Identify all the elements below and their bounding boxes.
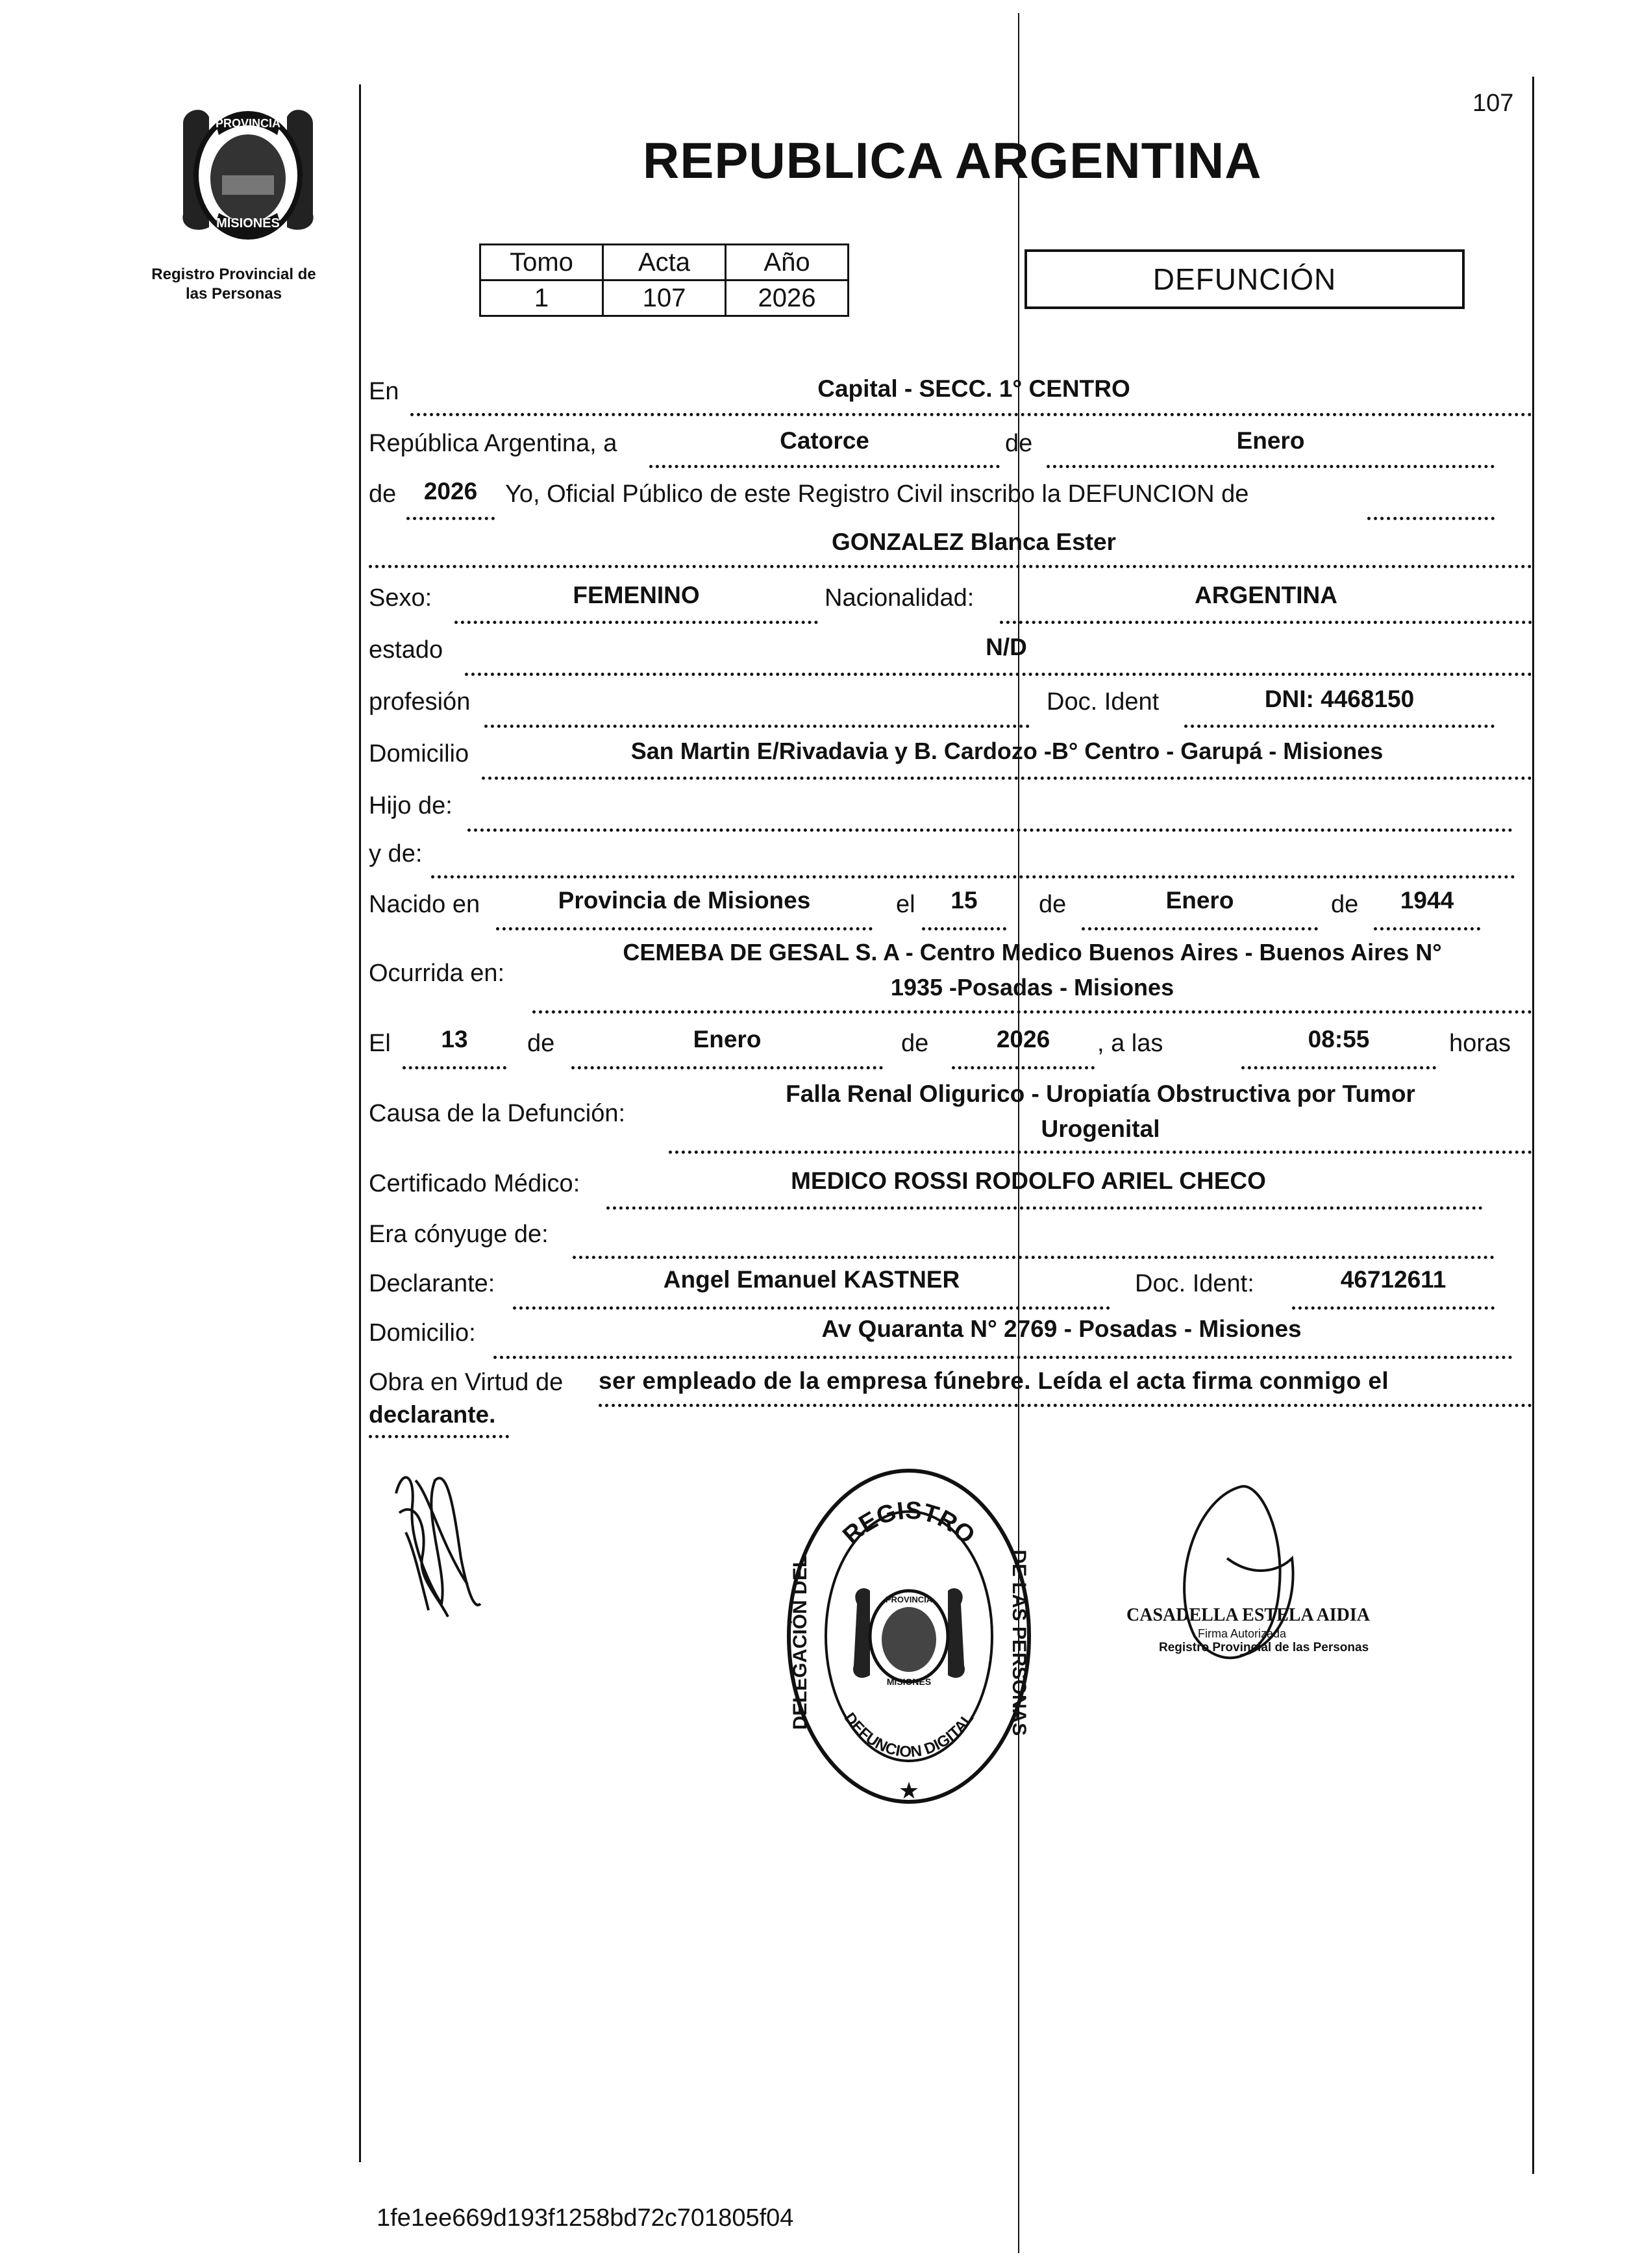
label-nacido-en: Nacido en — [369, 891, 480, 918]
label-yo: Yo, Oficial Público de este Registro Civil inscribo la DEFUNCION de — [505, 480, 1249, 508]
value-causa-1: Falla Renal Oligurico - Uropiatía Obstructiva por Tumor — [786, 1080, 1415, 1107]
svg-text:MISIONES: MISIONES — [886, 1676, 932, 1687]
anio-value: 2026 — [726, 280, 849, 316]
anio-header: Año — [726, 245, 849, 280]
label-el: el — [896, 891, 915, 918]
logo-caption: Registro Provincial de las Personas — [151, 266, 316, 303]
province-logo — [170, 97, 326, 253]
label-de-4: de — [1331, 891, 1359, 918]
svg-text:MISIONES: MISIONES — [216, 216, 280, 231]
value-lugar: Capital - SECC. 1° CENTRO — [817, 375, 1130, 402]
official-seal — [779, 1461, 1039, 1818]
label-profesion: profesión — [369, 688, 471, 716]
value-mes: Enero — [1236, 427, 1305, 454]
label-en: En — [369, 378, 399, 405]
label-obra: Obra en Virtud de — [369, 1369, 564, 1396]
value-declarante: Angel Emanuel KASTNER — [663, 1266, 960, 1293]
label-sexo: Sexo: — [369, 584, 432, 612]
value-estado: N/D — [986, 634, 1027, 660]
stamp-line3: Registro Provincial de las Personas — [1159, 1641, 1369, 1654]
value-ocurrida-2: 1935 -Posadas - Misiones — [890, 974, 1174, 1001]
svg-text:DEFUNCION DIGITAL: DEFUNCION DIGITAL — [840, 1709, 978, 1762]
page-title: REPUBLICA ARGENTINA — [643, 132, 1262, 189]
left-margin-line — [359, 84, 361, 2162]
stamp-name: CASADELLA ESTELA AIDIA — [1126, 1605, 1371, 1625]
right-margin-line — [1532, 77, 1534, 2174]
label-de-2: de — [369, 480, 397, 508]
value-domicilio: San Martin E/Rivadavia y B. Cardozo -B° Centro - Garupá - Misiones — [630, 738, 1384, 764]
label-horas: horas — [1449, 1030, 1511, 1057]
stamp-line2: Firma Autorizada — [1198, 1627, 1287, 1640]
label-de-1: de — [1005, 430, 1033, 457]
value-def-anio: 2026 — [996, 1026, 1050, 1053]
label-estado: estado — [369, 636, 443, 664]
value-ocurrida-1: CEMEBA DE GESAL S. A - Centro Medico Buenos Aires - Buenos Aires N° — [623, 939, 1442, 966]
value-dia-letras: Catorce — [780, 427, 869, 454]
document-type-box: DEFUNCIÓN — [1025, 249, 1465, 309]
value-nacido-en: Provincia de Misiones — [558, 887, 811, 914]
official-stamp — [1126, 1605, 1412, 1655]
page-number: 107 — [1472, 90, 1514, 117]
value-nac-dia: 15 — [950, 887, 978, 914]
svg-text:DE LAS PERSONAS: DE LAS PERSONAS — [1008, 1549, 1030, 1736]
value-def-dia: 13 — [441, 1026, 468, 1053]
label-de-5: de — [527, 1030, 555, 1057]
value-certificado: MEDICO ROSSI RODOLFO ARIEL CHECO — [791, 1167, 1266, 1194]
value-nombre: GONZALEZ Blanca Ester — [832, 529, 1116, 555]
label-hijo-de: Hijo de: — [369, 792, 453, 819]
label-doc-ident-2: Doc. Ident: — [1135, 1270, 1254, 1297]
label-el-cap: El — [369, 1030, 391, 1057]
acta-header: Acta — [603, 245, 726, 280]
label-ocurrida-en: Ocurrida en: — [369, 960, 505, 987]
svg-text:REGISTRO: REGISTRO — [838, 1497, 980, 1550]
svg-text:★: ★ — [898, 1777, 920, 1804]
value-nac-mes: Enero — [1165, 887, 1234, 914]
tomo-value: 1 — [480, 280, 603, 316]
label-conyuge: Era cónyuge de: — [369, 1221, 549, 1248]
label-nacionalidad: Nacionalidad: — [825, 584, 975, 612]
book-table — [479, 243, 849, 317]
label-de-6: de — [901, 1030, 929, 1057]
svg-text:DELEGACIÓN DEL: DELEGACIÓN DEL — [789, 1555, 811, 1730]
declarant-signature — [377, 1454, 506, 1636]
label-a-las: , a las — [1097, 1030, 1163, 1057]
value-obra-2: declarante. — [369, 1401, 496, 1428]
value-declarante-doc: 46712611 — [1340, 1266, 1447, 1293]
acta-value: 107 — [603, 280, 726, 316]
value-sexo: FEMENINO — [573, 582, 700, 608]
value-declarante-domicilio: Av Quaranta N° 2769 - Posadas - Misiones — [821, 1315, 1302, 1342]
label-causa: Causa de la Defunción: — [369, 1100, 626, 1127]
value-obra-1: ser empleado de la empresa fúnebre. Leída el acta firma conmigo el — [599, 1367, 1389, 1394]
label-doc-ident: Doc. Ident — [1047, 688, 1160, 716]
value-nac-anio: 1944 — [1400, 887, 1454, 914]
label-declarante: Declarante: — [369, 1270, 495, 1297]
value-nacionalidad: ARGENTINA — [1195, 582, 1337, 608]
value-anio: 2026 — [423, 478, 478, 505]
official-signature — [1143, 1480, 1311, 1708]
document-hash: 1fe1ee669d193f1258bd72c701805f04 — [377, 2204, 794, 2232]
label-domicilio-2: Domicilio: — [369, 1319, 476, 1347]
tomo-header: Tomo — [480, 245, 603, 280]
value-def-mes: Enero — [693, 1026, 762, 1053]
label-republica: República Argentina, a — [369, 430, 617, 457]
label-y-de: y de: — [369, 840, 423, 867]
value-def-hora: 08:55 — [1308, 1026, 1370, 1053]
label-de-3: de — [1039, 891, 1067, 918]
svg-text:PROVINCIA: PROVINCIA — [885, 1595, 933, 1604]
value-causa-2: Urogenital — [1041, 1115, 1160, 1142]
label-domicilio: Domicilio — [369, 740, 469, 767]
label-certificado: Certificado Médico: — [369, 1170, 580, 1197]
svg-text:PROVINCIA: PROVINCIA — [215, 117, 281, 130]
value-dni: DNI: 4468150 — [1264, 686, 1415, 712]
